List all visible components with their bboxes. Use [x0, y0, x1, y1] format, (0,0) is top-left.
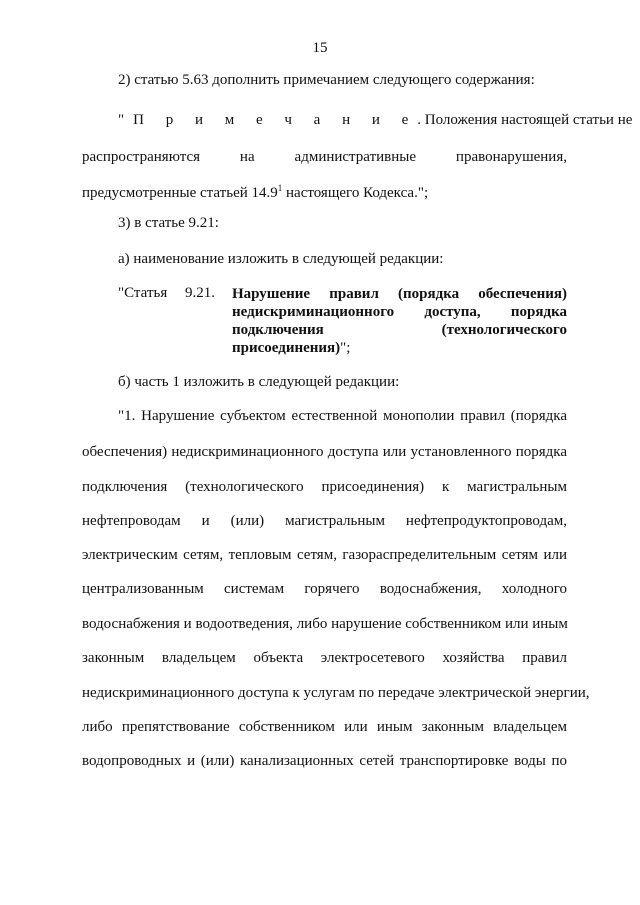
paragraph-line: электрическим сетям, тепловым сетям, газораспределительным сетям или	[82, 547, 567, 563]
note-text: . Положения настоящей статьи не	[417, 112, 633, 128]
paragraph-line: распространяются на административные правонарушения,	[82, 149, 567, 165]
heading-line	[232, 339, 567, 357]
paragraph-line: законным владельцем объекта электросетевого хозяйства правил	[82, 650, 567, 666]
paragraph-line: обеспечения) недискриминационного доступа или установленного порядка	[82, 444, 567, 460]
article-title-block	[118, 283, 567, 363]
paragraph-line: водоснабжения и водоотведения, либо нарушение собственником или иным	[82, 616, 568, 632]
heading-line: недискриминационного доступа, порядка	[232, 304, 567, 320]
text-fragment: предусмотренные статьей 14.9	[82, 185, 278, 201]
paragraph-line: централизованным системам горячего водоснабжения, холодного	[82, 581, 567, 597]
paragraph-line: водопроводных и (или) канализационных сетей транспортировке воды по	[82, 753, 567, 769]
paragraph-line: б) часть 1 изложить в следующей редакции:	[118, 374, 400, 390]
heading-line: Нарушение правил (порядка обеспечения)	[232, 286, 567, 302]
paragraph-line: недискриминационного доступа к услугам по передаче электрической энергии,	[82, 685, 590, 701]
note-line	[118, 110, 633, 130]
article-number: 9.21.	[185, 285, 215, 301]
heading-text: присоединения)	[232, 340, 341, 356]
closing-quote: ";	[340, 340, 351, 356]
paragraph-line: "1. Нарушение субъектом естественной монополии правил (порядка	[118, 408, 567, 424]
text-fragment: настоящего Кодекса.";	[282, 185, 429, 201]
article-word: "Статья	[118, 285, 168, 301]
paragraph-line: а) наименование изложить в следующей редакции:	[118, 251, 444, 267]
superscript: 1	[277, 183, 283, 193]
page-number: 15	[312, 40, 328, 56]
paragraph-line: 3) в статье 9.21:	[118, 215, 219, 231]
paragraph-line: нефтепроводам и (или) магистральным нефтепродуктопроводам,	[82, 513, 567, 529]
article-heading	[232, 285, 567, 357]
paragraph-line: подключения (технологического присоединения) к магистральным	[82, 479, 567, 495]
heading-line: подключения (технологического	[232, 322, 567, 338]
note-label: "П р и м е ч а н и е	[118, 112, 418, 128]
paragraph-line: либо препятствование собственником или иным законным владельцем	[82, 719, 567, 735]
paragraph-line	[82, 183, 567, 203]
paragraph-line: 2) статью 5.63 дополнить примечанием следующего содержания:	[118, 72, 535, 88]
